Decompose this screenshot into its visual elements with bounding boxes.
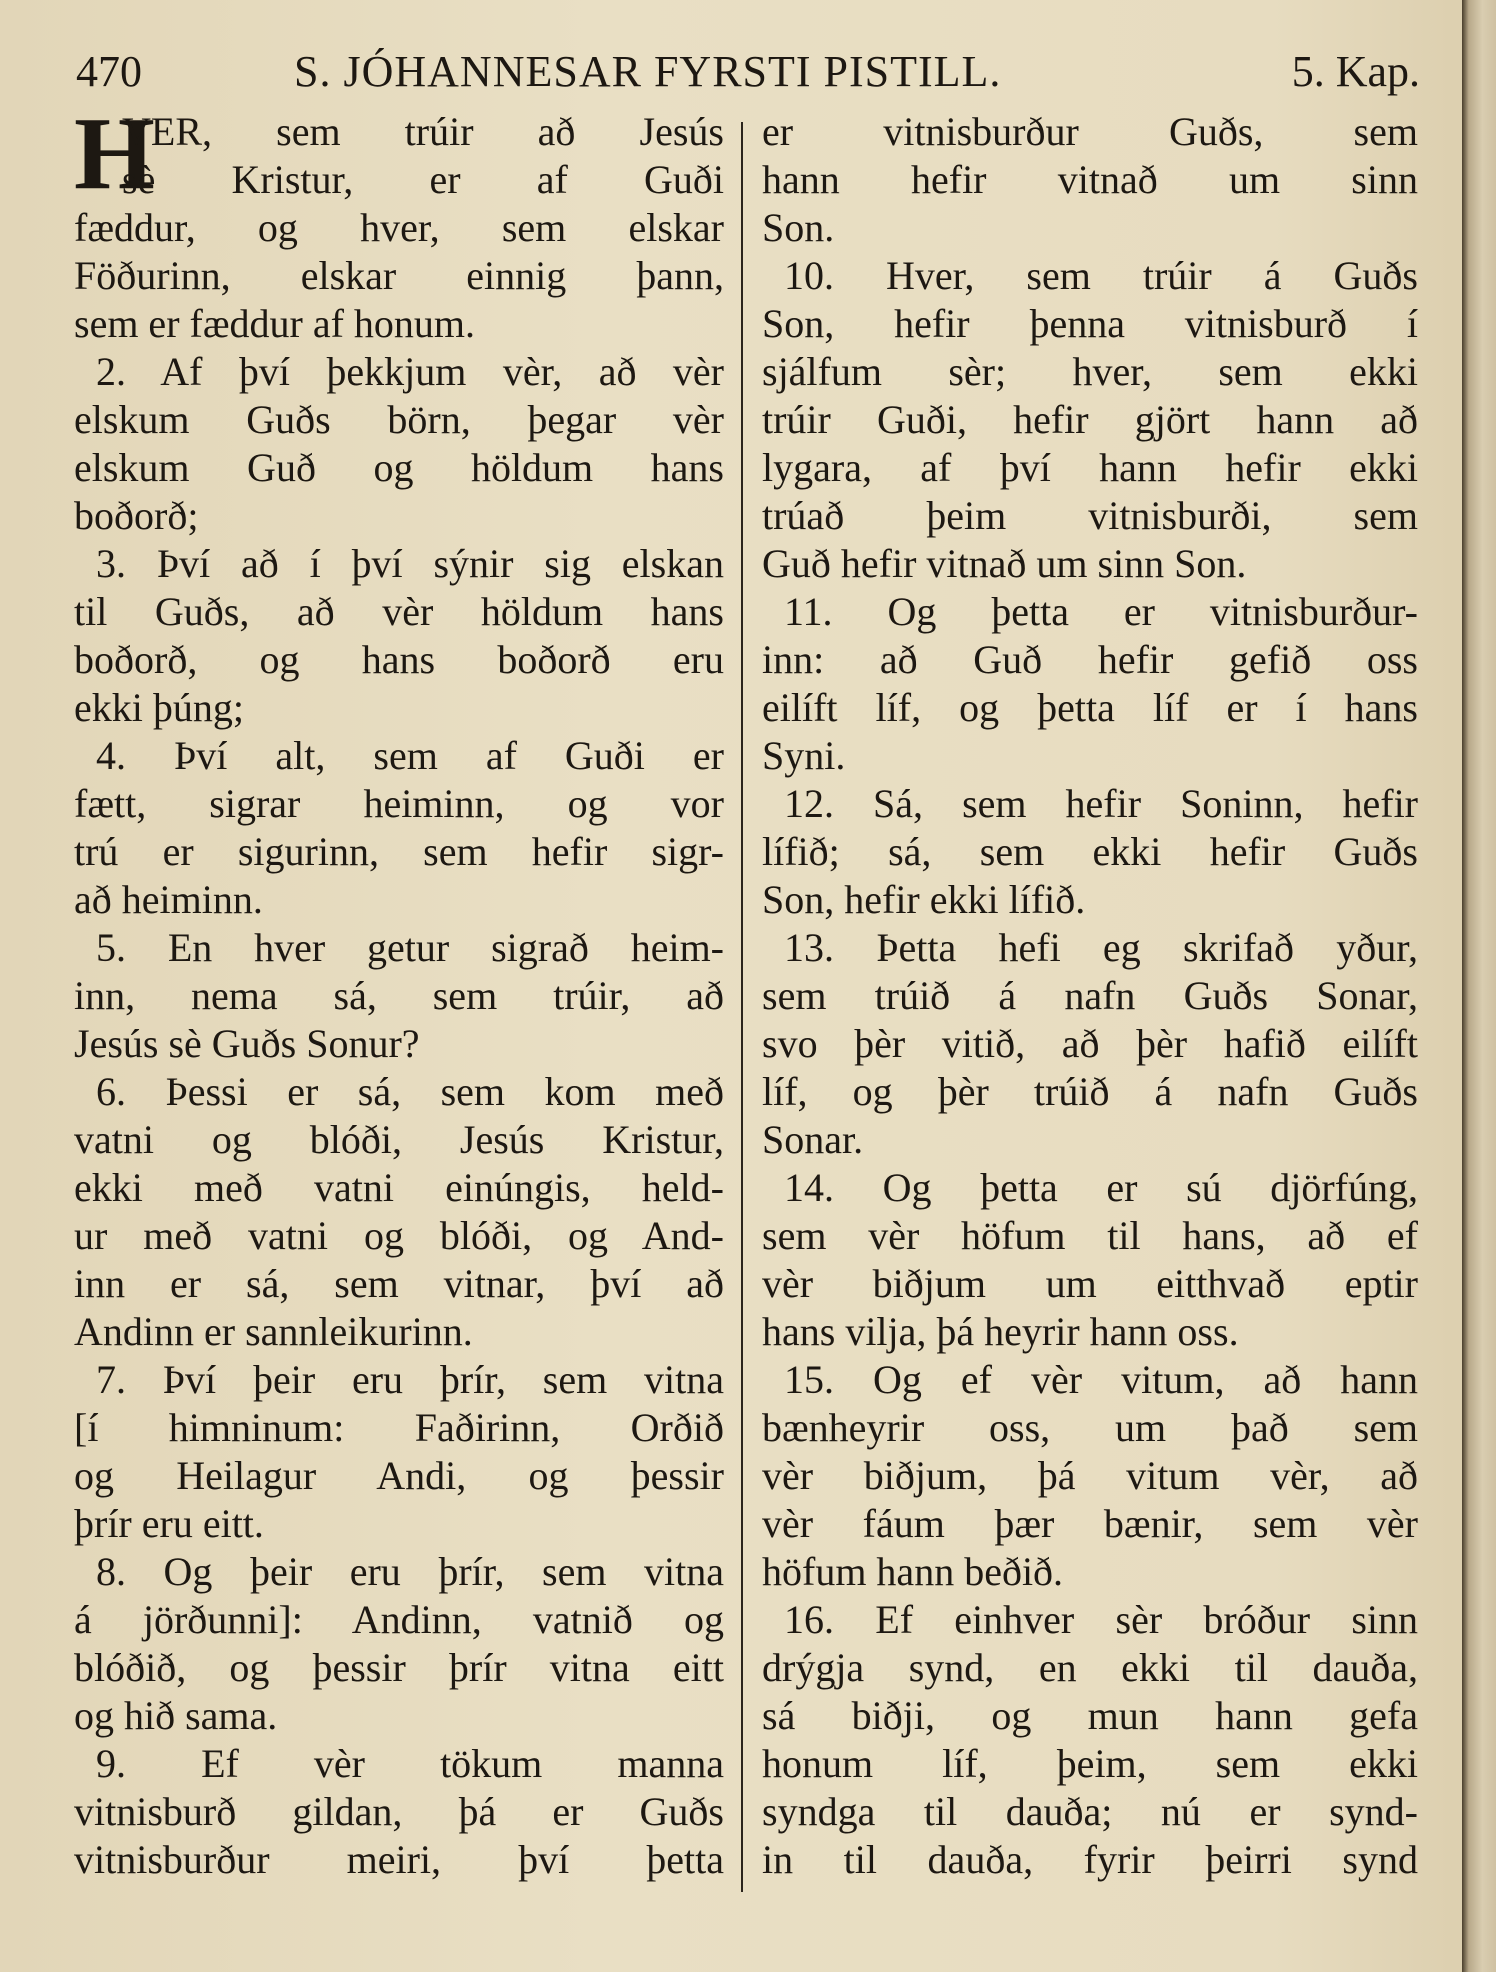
text-line: Andinn er sannleikurinn. — [74, 1309, 473, 1354]
text-line: VER, sem trúir að Jesús — [122, 109, 724, 154]
text-line: 4. Því alt, sem af Guði er — [96, 733, 724, 778]
text-line: inn, nema sá, sem trúir, að — [74, 973, 724, 1018]
text-line: sem vèr höfum til hans, að ef — [762, 1213, 1418, 1258]
text-line: hann hefir vitnað um sinn — [762, 157, 1418, 202]
text-line: vèr fáum þær bænir, sem vèr — [762, 1501, 1418, 1546]
text-line: 13. Þetta hefi eg skrifað yður, — [784, 925, 1418, 970]
text-line: drýgja synd, en ekki til dauða, — [762, 1645, 1418, 1690]
text-line: eilíft líf, og þetta líf er í hans — [762, 685, 1418, 730]
text-line: elskum Guð og höldum hans — [74, 445, 724, 490]
adjacent-page-edge — [1462, 0, 1496, 1972]
text-line: höfum hann beðið. — [762, 1549, 1064, 1594]
text-line: blóðið, og þessir þrír vitna eitt — [74, 1645, 724, 1690]
text-line: svo þèr vitið, að þèr hafið eilíft — [762, 1021, 1418, 1066]
text-line: vitnisburð gildan, þá er Guðs — [74, 1789, 724, 1834]
text-line: sem trúið á nafn Guðs Sonar, — [762, 973, 1418, 1018]
text-line: 12. Sá, sem hefir Soninn, hefir — [784, 781, 1418, 826]
right-column — [762, 108, 1418, 1884]
text-line: 11. Og þetta er vitnisburður- — [784, 589, 1418, 634]
text-line: 14. Og þetta er sú djörfúng, — [784, 1165, 1418, 1210]
chapter-label: 5. Kap. — [1291, 47, 1420, 96]
text-line: ekki þúng; — [74, 685, 244, 730]
text-line: Son, hefir þenna vitnisburð í — [762, 301, 1418, 346]
text-line: Son, hefir ekki lífið. — [762, 877, 1086, 922]
text-line: bænheyrir oss, um það sem — [762, 1405, 1418, 1450]
text-line: sjálfum sèr; hver, sem ekki — [762, 349, 1418, 394]
text-line: 16. Ef einhver sèr bróður sinn — [784, 1597, 1418, 1642]
text-line: þrír eru eitt. — [74, 1501, 264, 1546]
text-line: hans vilja, þá heyrir hann oss. — [762, 1309, 1239, 1354]
text-line: sem er fæddur af honum. — [74, 301, 476, 346]
text-line: 5. En hver getur sigrað heim- — [96, 925, 724, 970]
text-line: elskum Guðs börn, þegar vèr — [74, 397, 724, 442]
text-line: [í himninum: Faðirinn, Orðið — [74, 1405, 724, 1450]
drop-cap: H — [74, 96, 155, 211]
text-line: Son. — [762, 205, 835, 250]
text-line: Syni. — [762, 733, 846, 778]
left-column — [74, 108, 724, 1884]
text-line: Föðurinn, elskar einnig þann, — [74, 253, 724, 298]
text-line: vèr biðjum um eitthvað eptir — [762, 1261, 1418, 1306]
text-line: líf, og þèr trúið á nafn Guðs — [762, 1069, 1418, 1114]
text-line: inn: að Guð hefir gefið oss — [762, 637, 1418, 682]
running-title: S. JÓHANNESAR FYRSTI PISTILL. — [294, 47, 1002, 96]
running-header — [76, 46, 1420, 102]
text-line: 15. Og ef vèr vitum, að hann — [784, 1357, 1418, 1402]
column-divider — [741, 122, 743, 1892]
text-line: trúað þeim vitnisburði, sem — [762, 493, 1418, 538]
text-line: boðorð, og hans boðorð eru — [74, 637, 724, 682]
text-line: in til dauða, fyrir þeirri synd — [762, 1837, 1418, 1882]
text-line: vatni og blóði, Jesús Kristur, — [74, 1117, 724, 1162]
text-line: vitnisburður meiri, því þetta — [74, 1837, 724, 1882]
text-line: vèr biðjum, þá vitum vèr, að — [762, 1453, 1418, 1498]
text-line: á jörðunni]: Andinn, vatnið og — [74, 1597, 724, 1642]
text-line: fætt, sigrar heiminn, og vor — [74, 781, 724, 826]
text-line: boðorð; — [74, 493, 199, 538]
text-line: ur með vatni og blóði, og And- — [74, 1213, 724, 1258]
text-line: 8. Og þeir eru þrír, sem vitna — [96, 1549, 724, 1594]
text-line: er vitnisburður Guðs, sem — [762, 109, 1418, 154]
text-line: lífið; sá, sem ekki hefir Guðs — [762, 829, 1418, 874]
text-line: sá biðji, og mun hann gefa — [762, 1693, 1418, 1738]
text-line: inn er sá, sem vitnar, því að — [74, 1261, 724, 1306]
text-line: syndga til dauða; nú er synd- — [762, 1789, 1418, 1834]
text-line: Sonar. — [762, 1117, 864, 1162]
text-line: honum líf, þeim, sem ekki — [762, 1741, 1418, 1786]
text-line: Jesús sè Guðs Sonur? — [74, 1021, 420, 1066]
text-line: 2. Af því þekkjum vèr, að vèr — [96, 349, 724, 394]
text-line: 3. Því að í því sýnir sig elskan — [96, 541, 724, 586]
text-line: 9. Ef vèr tökum manna — [96, 1741, 724, 1786]
text-line: lygara, af því hann hefir ekki — [762, 445, 1418, 490]
text-line: sè Kristur, er af Guði — [122, 157, 724, 202]
text-line: til Guðs, að vèr höldum hans — [74, 589, 724, 634]
text-line: að heiminn. — [74, 877, 263, 922]
text-line: og Heilagur Andi, og þessir — [74, 1453, 724, 1498]
page-number: 470 — [76, 47, 142, 96]
text-line: trú er sigurinn, sem hefir sigr- — [74, 829, 724, 874]
text-line: 10. Hver, sem trúir á Guðs — [784, 253, 1418, 298]
text-line: trúir Guði, hefir gjört hann að — [762, 397, 1418, 442]
text-line: fæddur, og hver, sem elskar — [74, 205, 724, 250]
text-line: og hið sama. — [74, 1693, 278, 1738]
text-line: 7. Því þeir eru þrír, sem vitna — [96, 1357, 724, 1402]
text-line: 6. Þessi er sá, sem kom með — [96, 1069, 724, 1114]
text-line: Guð hefir vitnað um sinn Son. — [762, 541, 1247, 586]
text-line: ekki með vatni einúngis, held- — [74, 1165, 724, 1210]
